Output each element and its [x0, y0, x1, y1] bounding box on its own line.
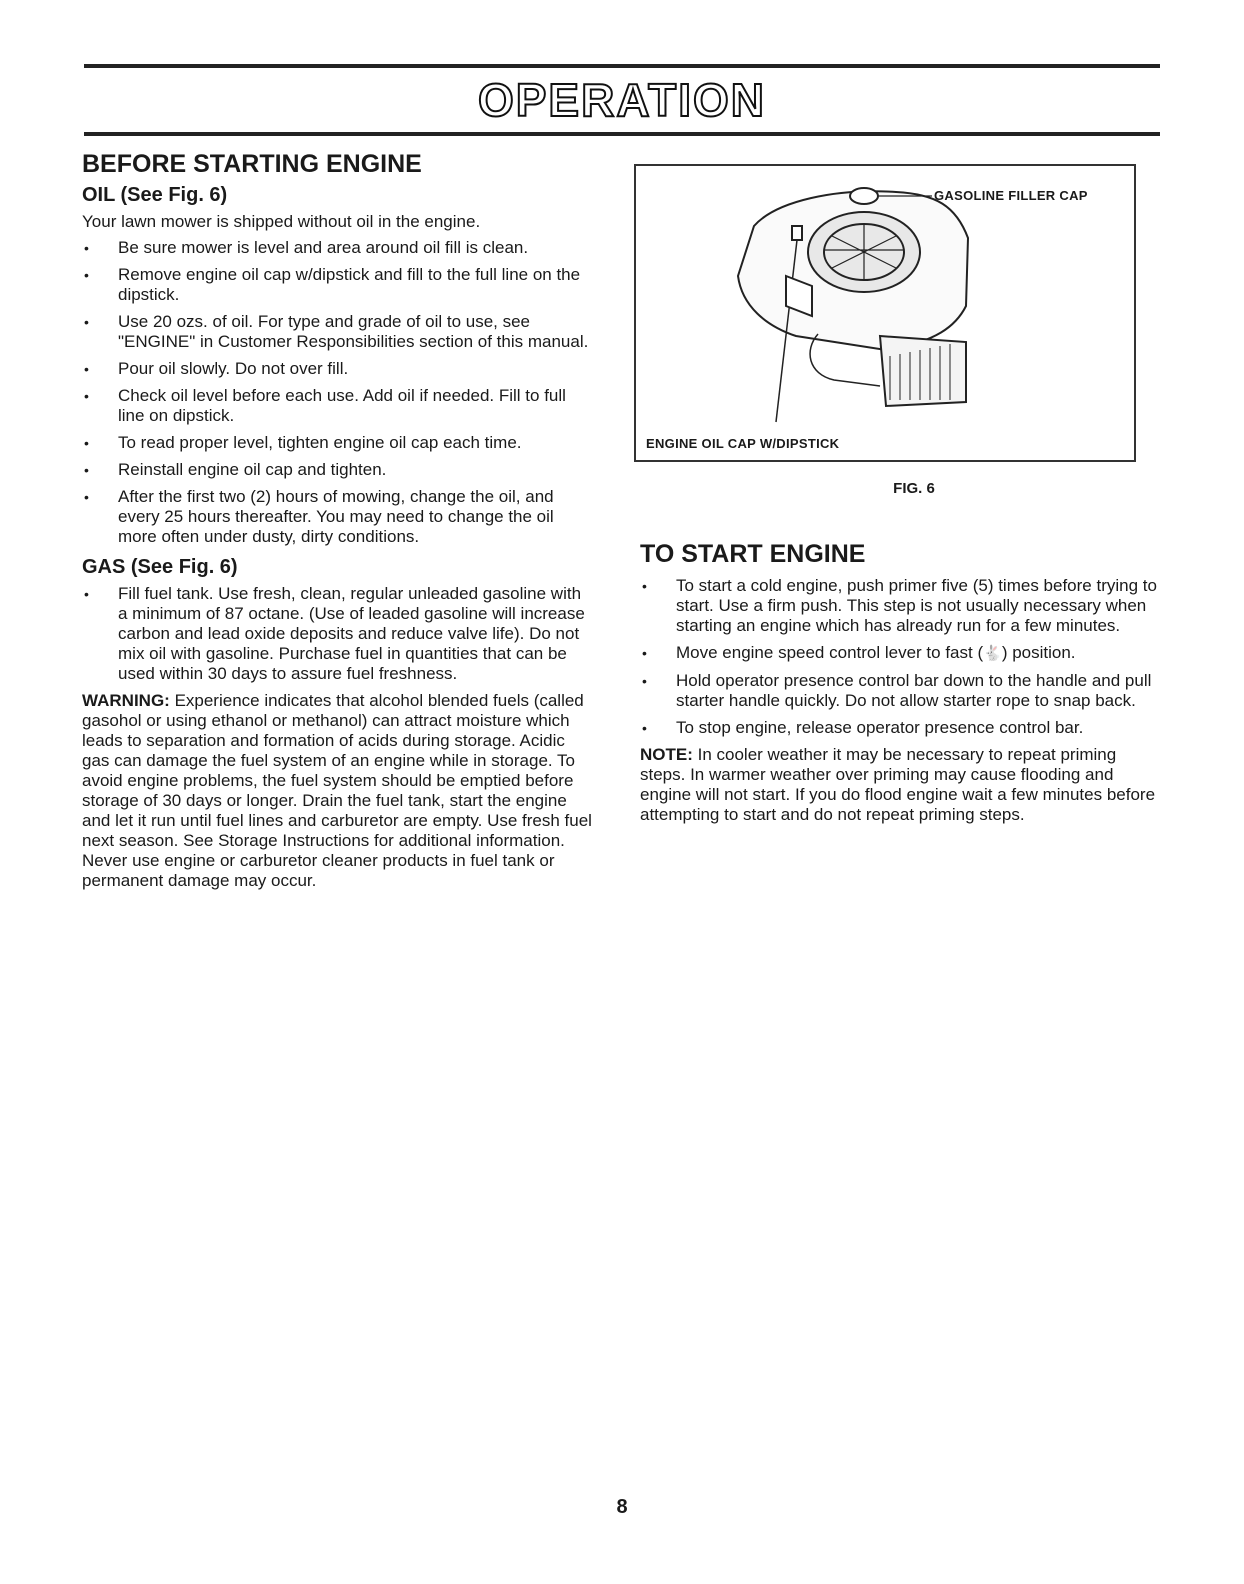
gas-heading: GAS (See Fig. 6) — [82, 556, 238, 578]
callout-filler-cap: GASOLINE FILLER CAP — [934, 188, 1088, 203]
before-starting-heading: BEFORE STARTING ENGINE — [82, 150, 422, 178]
list-item: • Check oil level before each use. Add oil if needed. Fill to full line on dipstick. — [82, 386, 592, 426]
list-item: • Reinstall engine oil cap and tighten. — [82, 460, 592, 480]
note-paragraph — [640, 745, 1160, 825]
list-item: • To start a cold engine, push primer five (5) times before trying to start. Use a firm push. This step is not usually necessary when starting an engine which has already run for a few minutes. — [640, 576, 1160, 636]
list-item: • Pour oil slowly. Do not over fill. — [82, 359, 592, 379]
engine-figure — [634, 164, 1136, 462]
item-text-after: ) position. — [1001, 643, 1076, 662]
list-item: • Use 20 ozs. of oil. For type and grade of oil to use, see "ENGINE" in Customer Responsibilities section of this manual. — [82, 312, 592, 352]
warning-paragraph — [82, 691, 592, 891]
list-item: • Fill fuel tank. Use fresh, clean, regular unleaded gasoline with a minimum of 87 octane. (Use of leaded gasoline will increase carbon and lead oxide deposits and reduce valve life). Do not mix oil with gasoline. Purchase fuel in quantities that can be used within 30 days to assure fuel freshness. — [82, 584, 592, 684]
list-item: • Be sure mower is level and area around oil fill is clean. — [82, 238, 592, 258]
list-item — [640, 643, 1160, 664]
warning-label: WARNING: — [82, 691, 170, 710]
fast-rabbit-icon: 🐇 — [983, 645, 1002, 662]
list-item: • After the first two (2) hours of mowing, change the oil, and every 25 hours thereafter. You may need to change the oil more often under dusty, dirty conditions. — [82, 487, 592, 547]
page-title: OPERATION — [477, 74, 767, 126]
item-text-before: Move engine speed control lever to fast ( — [676, 643, 984, 662]
gas-list — [82, 584, 592, 684]
oil-heading: OIL (See Fig. 6) — [82, 184, 228, 206]
left-column — [82, 148, 592, 897]
oil-intro: Your lawn mower is shipped without oil in the engine. — [82, 212, 481, 231]
to-start-heading: TO START ENGINE — [640, 540, 866, 568]
note-label: NOTE: — [640, 745, 693, 764]
list-item: • Remove engine oil cap w/dipstick and fill to the full line on the dipstick. — [82, 265, 592, 305]
oil-list — [82, 238, 592, 547]
header-rule-bottom — [84, 132, 1160, 136]
list-item: • To stop engine, release operator presence control bar. — [640, 718, 1160, 738]
start-list — [640, 576, 1160, 738]
callout-oil-cap: ENGINE OIL CAP W/DIPSTICK — [646, 436, 840, 451]
note-text: In cooler weather it may be necessary to repeat priming steps. In warmer weather over priming may cause flooding and engine will not start. If you do flood engine wait a few minutes before attempting to start and do not repeat priming steps. — [640, 745, 1156, 824]
header-rule-top — [84, 64, 1160, 68]
page-number: 8 — [616, 1496, 628, 1518]
warning-text: Experience indicates that alcohol blended fuels (called gasohol or using ethanol or methanol) can attract moisture which leads to separation and formation of acids during storage. Acidic gas can damage the fuel system of an engine while in storage. To avoid engine problems, the fuel system should be emptied before storage of 30 days or longer. Drain the fuel tank, start the engine and let it run until fuel lines and carburetor are empty. Use fresh fuel next season. See Storage Instructions for additional information. Never use engine or carburetor cleaner products in fuel tank or permanent damage may occur. — [82, 691, 592, 890]
right-column — [640, 538, 1160, 831]
list-item: • To read proper level, tighten engine oil cap each time. — [82, 433, 592, 453]
figure-caption: FIG. 6 — [893, 480, 935, 497]
engine-illustration — [636, 166, 1134, 460]
list-item: • Hold operator presence control bar down to the handle and pull starter handle quickly. Do not allow starter rope to snap back. — [640, 671, 1160, 711]
